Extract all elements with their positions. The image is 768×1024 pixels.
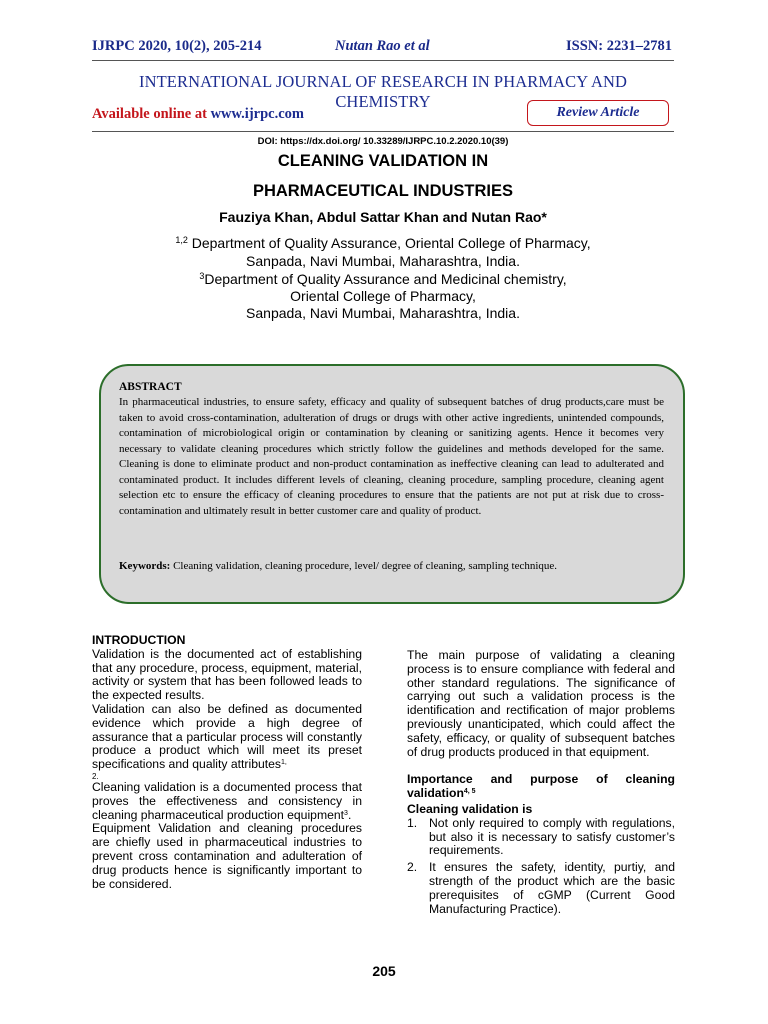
keywords-text: Cleaning validation, cleaning procedure, level/ degree of cleaning, sampling technique. xyxy=(170,560,558,572)
citation-ref[interactable]: 3 xyxy=(344,809,348,817)
cleaning-validation-subheading: Cleaning validation is xyxy=(407,801,533,816)
affiliation-1-line1: $^{1,2}$ Department of Quality Assurance, Oriental College of Pharmacy, xyxy=(175,235,591,251)
keywords-line xyxy=(119,560,679,572)
intro-paragraph-4: Equipment Validation and cleaning procedures are chiefly used in pharmaceutical industries to prevent cross contamination and adulteration of drug products hence is significantly important to be considered. xyxy=(92,821,362,891)
list-item-text: Not only required to comply with regulations, but also it is necessary to satisfy customer’s requirements. xyxy=(429,815,675,858)
article-title-line1: CLEANING VALIDATION IN xyxy=(277,152,489,170)
left-column xyxy=(92,634,362,891)
affiliation-2-line2: Oriental College of Pharmacy, xyxy=(290,288,476,304)
page-number: 205 xyxy=(372,963,396,979)
available-online xyxy=(92,106,304,123)
article-type-badge: Review Article xyxy=(527,100,669,126)
author-list: Fauziya Khan, Abdul Sattar Khan and Nutan Rao* xyxy=(219,209,547,225)
citation-ref[interactable]: 1, xyxy=(281,759,287,767)
intro-paragraph-1: Validation is the documented act of establishing that any procedure, process, equipment, material, activity or system that has been followed leads to the expected results. xyxy=(92,646,362,703)
header-rule-top xyxy=(92,60,674,61)
intro-paragraph-3: Cleaning validation is a documented process that proves the effectiveness and consistency in cleaning pharmaceutical production equipment$^3$. xyxy=(92,779,362,822)
affiliation-1-line2: Sanpada, Navi Mumbai, Maharashtra, India. xyxy=(246,253,520,269)
citation-ref-continued: 2. xyxy=(92,771,99,781)
journal-name: INTERNATIONAL JOURNAL OF RESEARCH IN PHARMACY AND CHEMISTRY xyxy=(139,72,627,111)
doi-link[interactable]: DOI: https://dx.doi.org/ 10.33289/IJRPC.10.2.2020.10(39) xyxy=(257,136,509,147)
right-column xyxy=(407,649,675,916)
keywords-label: Keywords: xyxy=(119,560,171,572)
list-item xyxy=(407,861,675,916)
affiliation-2-line3: Sanpada, Navi Mumbai, Maharashtra, India. xyxy=(246,305,520,321)
running-header-citation: IJRPC 2020, 10(2), 205-214 xyxy=(92,38,262,54)
list-item-number: 1. xyxy=(407,815,418,830)
header-rule-bottom xyxy=(92,131,674,132)
journal-url-link[interactable]: www.ijrpc.com xyxy=(210,106,304,122)
list-item-text: It ensures the safety, identity, purtiy, and strength of the product which are the basic prerequisites of cGMP (Current Good Manufacturing Practice). xyxy=(429,860,675,916)
available-prefix: Available online at xyxy=(92,106,211,122)
purpose-paragraph: The main purpose of validating a cleaning process is to ensure compliance with federal and other standard regulations. The significance of carrying out such a validation process is the identification and rectification of major problems previously unanticipated, which could affect the safety, efficacy, or quality of subsequent batches of drug products produced in that equipment. xyxy=(407,648,675,759)
abstract-text: In pharmaceutical industries, to ensure safety, efficacy and quality of subsequent batches of drug products,care must be taken to avoid cross-contamination, adulteration of drugs or drugs with other active ingredients, unintended compounds, contamination of microbiological origin or contamination by cleaning or sanitizing agents. Hence it becomes very necessary to validate cleaning procedures which strictly follow the guidelines and methods developed for the same. Cleaning is done to eliminate product and non-product contamination as ineffective cleaning can lead to adulterated and contaminated product. It includes different levels of cleaning, cleaning procedure, sampling procedure, cleaning agent selection etc to ensure the efficacy of cleaning procedures to ensure that the patients are not put at risk due to cross-contamination and ultimately result in better customer care and quality of product. xyxy=(119,396,664,517)
affiliation-2-marker: 3 xyxy=(199,271,205,281)
running-header-issn: ISSN: 2231–2781 xyxy=(566,38,672,54)
citation-ref[interactable]: 4, 5 xyxy=(463,788,476,796)
affiliation-1-marker: 1,2 xyxy=(175,235,188,245)
running-header-author: Nutan Rao et al xyxy=(335,38,430,54)
intro-paragraph-2: Validation can also be defined as documented evidence which provide a high degree of assurance that a particular process will constantly produce a product which will meet its preset specifications and quality attributes$^{1,}$ xyxy=(92,701,362,772)
list-item xyxy=(407,817,675,858)
introduction-heading: INTRODUCTION xyxy=(92,633,186,647)
importance-heading: Importance and purpose of cleaning validation$^{4, 5}$ xyxy=(407,772,675,801)
list-item-number: 2. xyxy=(407,860,418,875)
abstract-heading: ABSTRACT xyxy=(119,381,182,393)
affiliation-2-line1: $^3$Department of Quality Assurance and Medicinal chemistry, xyxy=(199,271,567,287)
article-title-line2: PHARMACEUTICAL INDUSTRIES xyxy=(252,182,514,200)
